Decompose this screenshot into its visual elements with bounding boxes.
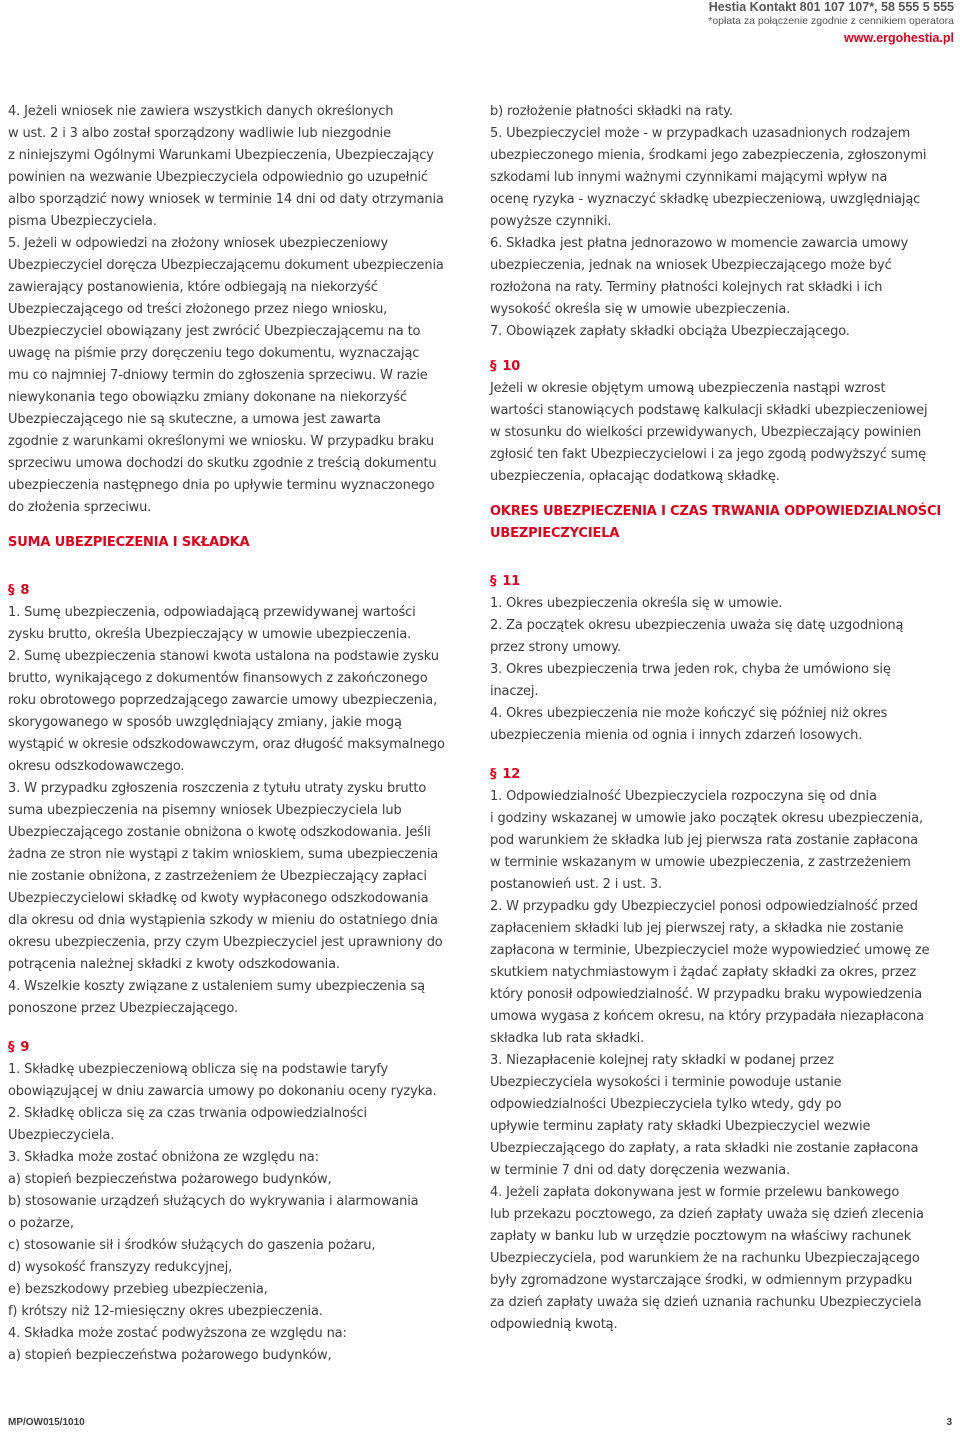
section-9-text: 1. Składkę ubezpieczeniową oblicza się na podstawie taryfy obowiązującej w dniu zawarcia umowy po dokonaniu oceny ryzyka. 2. Składkę oblicza się za czas trwania odpowiedzialności Ubezpieczyciela. 3. Składka może zostać obniżona ze względu na: a) stopień bezpieczeństwa pożarowego budynków, b) stosowanie urządzeń służących do wykrywania i alarmowania o pożarze, c) stosowanie sił i środków służących do gaszenia pożaru, d) wysokość franszyzy redukcyjnej, e) bezszkodowy przebieg ubezpieczenia, f) krótszy niż 12-miesięczny okres ubezpieczenia. 4. Składka może zostać podwyższona ze względu na: a) stopień bezpieczeństwa pożarowego budynków, [8, 1062, 437, 1363]
page-number: 3 [946, 1417, 952, 1428]
section-number: 12 [502, 767, 521, 782]
section-number: 9 [20, 1040, 30, 1055]
paragraph-sign-icon: § [490, 359, 497, 374]
section-12-text: 1. Odpowiedzialność Ubezpieczyciela rozpoczyna się od dnia i godziny wskazanej w umowie jako początek okresu ubezpieczenia, pod warunkiem że składka lub jej pierwsza rata zostanie zapłacona w terminie wskazanym w umowie ubezpieczenia, z zastrzeżeniem postanowień ust. 2 i ust. 3. 2. W przypadku gdy Ubezpieczyciel ponosi odpowiedzialność przed zapłaceniem składki lub jej pierwszej raty, a składka nie zostanie zapłacona w terminie, Ubezpieczyciel może wypowiedzieć umowę ze skutkiem natychmiastowym i żądać zapłaty składki za okres, przez który ponosił odpowiedzialność. W przypadku braku wypowiedzenia umowa wygasa z końcem okresu, na który przypadała niezapłacona składka lub rata składki. 3. Niezapłacenie kolejnej raty składki w podanej przez Ubezpieczyciela wysokości i terminie powoduje ustanie odpowiedzialności Ubezpieczyciela tylko wtedy, gdy po upływie terminu zapłaty raty składki Ubezpieczyciel wezwie Ubezpieczającego do zapłaty, a rata składki nie zostanie zapłacona w terminie 7 dni od daty doręczenia wezwania. 4. Jeżeli zapłata dokonywana jest w formie przelewu bankowego lub przekazu pocztowego, za dzień zapłaty uważa się dzień zlecenia zapłaty w banku lub w urzędzie pocztowym na właściwy rachunek Ubezpieczyciela, pod warunkiem że na rachunku Ubezpieczającego były zgromadzone wystarczające środki, w odmiennym przypadku za dzień zapłaty uważa się dzień uznania rachunku Ubezpieczyciela odpowiednią kwotą. [490, 789, 930, 1332]
section-heading-suma: SUMA UBEZPIECZENIA I SKŁADKA [8, 535, 250, 550]
right-column [490, 101, 955, 1336]
paragraph-continued: b) rozłożenie płatności składki na raty. 5. Ubezpieczyciel może - w przypadkach uzasadnionych rodzajem ubezpieczonego mienia, środkami jego zabezpieczenia, zgłoszonymi szkodami lub innymi ważnymi czynnikami mającymi wpływ na ocenę ryzyka - wyznaczyć składkę ubezpieczeniową, uwzględniając powyższe czynniki. 6. Składka jest płatna jednorazowo w momencie zawarcia umowy ubezpieczenia, jednak na wniosek Ubezpieczającego może być rozłożona na raty. Terminy płatności kolejnych rat składki i ich wysokość określa się w umowie ubezpieczenia. 7. Obowiązek zapłaty składki obciąża Ubezpieczającego. [490, 104, 927, 339]
paragraph-5: 5. Jeżeli w odpowiedzi na złożony wniosek ubezpieczeniowy Ubezpieczyciel doręcza Ubezpieczającemu dokument ubezpieczenia zawierający postanowienia, które odbiegają na niekorzyść Ubezpieczającego od treści złożonego przez niego wniosku, Ubezpieczyciel obowiązany jest zwrócić Ubezpieczającemu na to uwagę na piśmie przy doręczeniu tego dokumentu, wyznaczając mu co najmniej 7-dniowy termin do zgłoszenia sprzeciwu. W razie niewykonania tego obowiązku zmiany dokonane na niekorzyść Ubezpieczającego nie są skuteczne, a umowa jest zawarta zgodnie z warunkami określonymi we wniosku. W przypadku braku sprzeciwu umowa dochodzi do skutku zgodnie z treścią dokumentu ubezpieczenia następnego dnia po upływie terminu wyznaczonego do złożenia sprzeciwu. [8, 236, 444, 515]
section-number: 10 [502, 359, 521, 374]
section-12-title [490, 764, 955, 786]
website-link[interactable]: www.ergohestia.pl [844, 31, 954, 45]
section-heading-okres: OKRES UBEZPIECZENIA I CZAS TRWANIA ODPOWIEDZIALNOŚCI UBEZPIECZYCIELA [490, 504, 942, 541]
section-number: 8 [20, 583, 30, 598]
call-cost-note: *opłata za połączenie zgodnie z cennikiem operatora [708, 15, 954, 27]
section-11-text: 1. Okres ubezpieczenia określa się w umowie. 2. Za początek okresu ubezpieczenia uważa się datę uzgodnioną przez strony umowy. 3. Okres ubezpieczenia trwa jeden rok, chyba że umówiono się inaczej. 4. Okres ubezpieczenia nie może kończyć się później niż okres ubezpieczenia mienia od ognia i innych zdarzeń losowych. [490, 596, 904, 743]
section-8-title [8, 580, 470, 602]
document-code: MP/OW015/1010 [8, 1417, 85, 1428]
section-8-text: 1. Sumę ubezpieczenia, odpowiadającą przewidywanej wartości zysku brutto, określa Ubezpieczający w umowie ubezpieczenia. 2. Sumę ubezpieczenia stanowi kwota ustalona na podstawie zysku brutto, wynikającego z dokumentów finansowych z zakończonego roku obrotowego poprzedzającego zawarcie umowy ubezpieczenia, skorygowanego w sposób uwzględniający zmiany, jakie mogą wystąpić w okresie odszkodowawczym, oraz długość maksymalnego okresu odszkodowawczego. 3. W przypadku zgłoszenia roszczenia z tytułu utraty zysku brutto suma ubezpieczenia na pisemny wniosek Ubezpieczyciela lub Ubezpieczającego zostanie obniżona o kwotę odszkodowania. Jeśli żadna ze stron nie wystąpi z takim wnioskiem, suma ubezpieczenia nie zostanie obniżona, z zastrzeżeniem że Ubezpieczający zapłaci Ubezpieczycielowi składkę od kwoty wypłaconego odszkodowania dla okresu od dnia wystąpienia szkody w mieniu do ostatniego dnia okresu ubezpieczenia, przy czym Ubezpieczyciel jest uprawniony do potrącenia należnej składki z kwoty odszkodowania. 4. Wszelkie koszty związane z ustaleniem sumy ubezpieczenia są ponoszone przez Ubezpieczającego. [8, 605, 445, 1016]
section-number: 11 [502, 574, 521, 589]
section-10-text: Jeżeli w okresie objętym umową ubezpieczenia nastąpi wzrost wartości stanowiących podstawę kalkulacji składki ubezpieczeniowej w stosunku do wielkości przewidywanych, Ubezpieczający powinien zgłosić ten fakt Ubezpieczycielowi i za jego zgodą podwyższyć sumę ubezpieczenia, opłacając dodatkową składkę. [490, 381, 928, 484]
section-9-title [8, 1037, 470, 1059]
left-column [8, 101, 470, 1367]
paragraph-sign-icon: § [490, 574, 497, 589]
paragraph-sign-icon: § [8, 583, 15, 598]
paragraph-sign-icon: § [490, 767, 497, 782]
paragraph-4: 4. Jeżeli wniosek nie zawiera wszystkich danych określonych w ust. 2 i 3 albo został sporządzony wadliwie lub niezgodnie z niniejszymi Ogólnymi Warunkami Ubezpieczenia, Ubezpieczający powinien na wezwanie Ubezpieczyciela odpowiednio go uzupełnić albo sporządzić nowy wniosek w terminie 14 dni od daty otrzymania pisma Ubezpieczyciela. [8, 104, 444, 229]
contact-line: Hestia Kontakt 801 107 107*, 58 555 5 555 [708, 0, 954, 14]
section-11-title [490, 571, 955, 593]
paragraph-sign-icon: § [8, 1040, 15, 1055]
page-header [708, 0, 954, 47]
section-10-title [490, 356, 955, 378]
